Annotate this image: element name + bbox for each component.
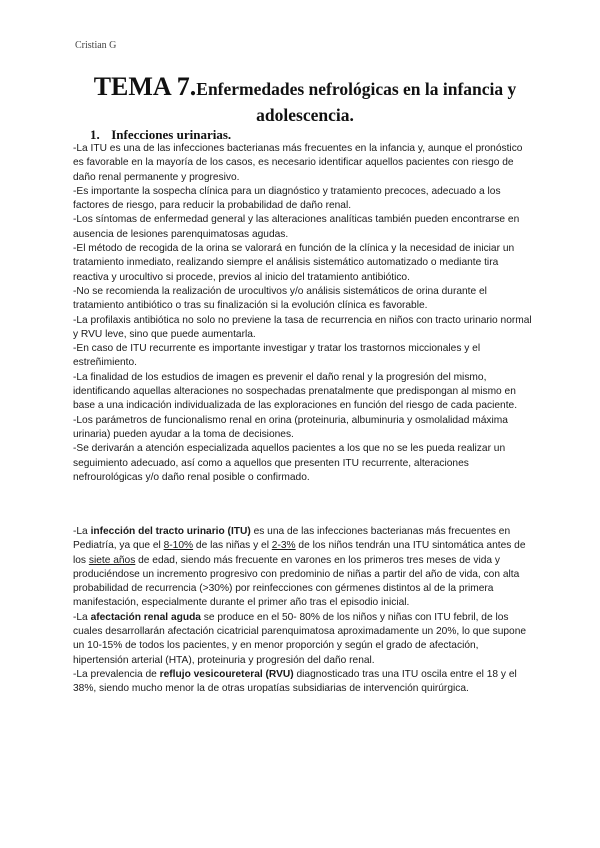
rvu-paragraph	[73, 668, 535, 697]
bullet-paragraph: -El método de recogida de la orina se valorará en función de la clínica y la necesidad de iniciar un tratamiento inmediato, realizando siempre el análisis sistemático automatizado o mediante tira reactiva y urocultivo si procede, previos al inicio del tratamiento antibiótico.	[73, 243, 515, 283]
bullet-paragraph: -Los síntomas de enfermedad general y las alteraciones analíticas también pueden encontrarse en ausencia de lesiones parenquimatosas agudas.	[73, 214, 520, 240]
renal-paragraph	[73, 611, 535, 668]
detail-paragraphs	[73, 525, 535, 697]
bullet-paragraph: -En caso de ITU recurrente es importante investigar y tratar los trastornos miccionales y el estreñimiento.	[73, 343, 481, 369]
age-threshold: siete años	[88, 554, 136, 566]
summary-bullets	[73, 142, 535, 485]
term-rvu: reflujo vesicoureteral (RVU)	[159, 668, 294, 680]
text-run: diagnosticado tras una ITU oscila entre el 18 y el 38%, siendo mucho menor la de otras uropatías subsidiarias de intervención quirúrgica.	[73, 668, 517, 695]
section-heading	[90, 127, 231, 143]
term-renal: afectación renal aguda	[90, 611, 201, 623]
bullet-paragraph: -La profilaxis antibiótica no solo no previene la tasa de recurrencia en niños con tracto urinario normal y RVU leve, sino que puede aumentarla.	[73, 314, 532, 340]
text-run: es una de las infecciones bacterianas más frecuentes en Pediatría, ya que el	[73, 526, 511, 552]
section-number: 1.	[90, 127, 100, 142]
bullet-paragraph: -La ITU es una de las infecciones bacterianas más frecuentes en la infancia y, aunque el pronóstico es favorable en la mayoría de los casos, es necesario identificar aquellos pacientes con riesgo de daño renal permanente y progresivo.	[73, 143, 523, 183]
bullet-paragraph: -No se recomienda la realización de urocultivos y/o análisis sistemáticos de orina durante el tratamiento antibiótico o tras su finalización si la evolución clínica es favorable.	[73, 285, 487, 312]
author-name: Cristian G	[75, 40, 117, 51]
stat-girls: 8-10%	[163, 540, 194, 552]
text-run: -La prevalencia de	[73, 668, 160, 680]
text-run: de los niños tendrán una ITU sintomática antes de los	[73, 540, 526, 566]
bullet-paragraph: -Se derivarán a atención especializada aquellos pacientes a los que no se les pueda realizar un seguimiento adecuado, así como a aquellos que presenten ITU recurrente, alteraciones nefrourológicas y/o daño renal posible o confirmado.	[73, 443, 506, 483]
section-heading-text: Infecciones urinarias.	[111, 127, 232, 142]
text-run: de edad, siendo más frecuente en varones en los primeros tres meses de vida y produciéndose un incremento progresivo con predominio de niñas a partir del año de vida, con alta probabilidad de recurrencia (>30%) por reinfecciones con gérmenes distintos al de la primera manifestación, especialmente durante el primer año tras el episodio inicial.	[73, 554, 520, 609]
page-title	[70, 74, 540, 128]
bullet-paragraph: -Los parámetros de funcionalismo renal en orina (proteinuria, albuminuria y osmolalidad máxima urinaria) pueden ayudar a la toma de decisiones.	[73, 414, 508, 440]
text-run: se produce en el 50- 80% de los niños y niñas con ITU febril, de los cuales desarrollarán afectación cicatricial parenquimatosa aproximadamente un 20%, lo que supone un 10-15% de todos los pacientes, y en menor proporción y según el grado de afectación, hipertensión arterial (HTA), proteinuria y progresión del daño renal.	[73, 611, 527, 666]
title-prefix: TEMA 7.	[93, 72, 197, 101]
text-run: -La	[73, 611, 91, 623]
text-run: de las niñas y el	[193, 540, 272, 552]
title-text: Enfermedades nefrológicas en la infancia y adolescencia.	[196, 79, 517, 125]
term-itu: infección del tracto urinario (ITU)	[90, 526, 251, 537]
itu-paragraph	[73, 525, 535, 611]
bullet-paragraph: -La finalidad de los estudios de imagen es prevenir el daño renal y la progresión del mismo, identificando aquellas alteraciones no sospechadas prenatalmente que predispongan al mismo en base a una indicación individualizada de las exploraciones en función del riesgo de cada paciente.	[73, 371, 518, 412]
text-run: -La	[73, 526, 91, 537]
stat-boys: 2-3%	[271, 540, 296, 552]
bullet-paragraph: -Es importante la sospecha clínica para un diagnóstico y tratamiento precoces, adecuado a los factores de riesgo, para reducir la probabilidad de daño renal.	[73, 185, 501, 212]
